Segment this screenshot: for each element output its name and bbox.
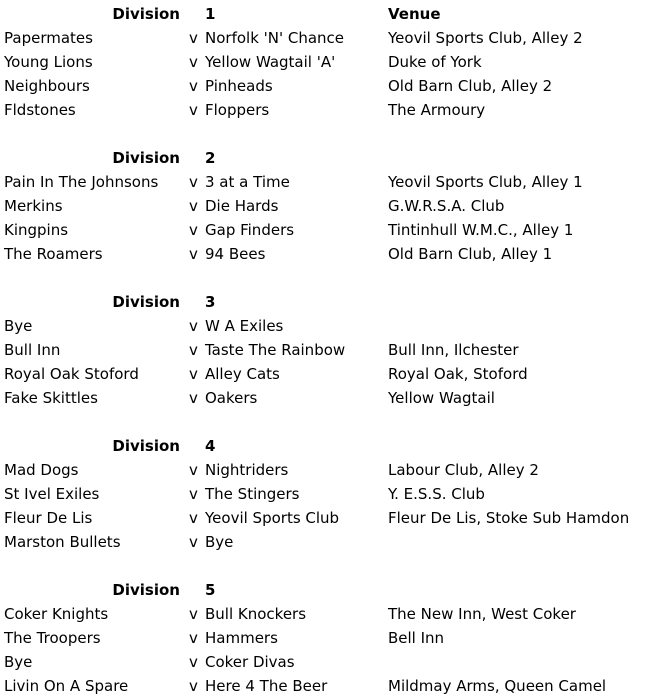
fixture-row [0, 650, 649, 674]
versus-label: v [189, 677, 198, 695]
versus-label: v [189, 221, 198, 239]
away-team: Hammers [205, 629, 278, 647]
away-team: Gap Finders [205, 221, 295, 239]
versus-label: v [189, 197, 198, 215]
division-label: Division [112, 581, 180, 599]
division-label: Division [112, 5, 180, 23]
fixture-row [0, 626, 649, 650]
home-team: Marston Bullets [4, 533, 121, 551]
venue: Bell Inn [388, 629, 445, 647]
venue: Fleur De Lis, Stoke Sub Hamdon [388, 509, 630, 527]
division-header-row [0, 146, 649, 170]
versus-label: v [189, 533, 198, 551]
away-team: Die Hards [205, 197, 279, 215]
home-team: Young Lions [4, 53, 93, 71]
division-label: Division [112, 293, 180, 311]
versus-label: v [189, 365, 198, 383]
division-header-row [0, 2, 649, 26]
venue: Mildmay Arms, Queen Camel [388, 677, 607, 695]
home-team: Pain In The Johnsons [4, 173, 159, 191]
home-team: Bye [4, 653, 33, 671]
division-header-row [0, 290, 649, 314]
fixture-row [0, 50, 649, 74]
away-team: 3 at a Time [205, 173, 290, 191]
venue: Duke of York [388, 53, 482, 71]
away-team: Nightriders [205, 461, 289, 479]
venue: Bull Inn, Ilchester [388, 341, 519, 359]
venue: Tintinhull W.M.C., Alley 1 [388, 221, 574, 239]
home-team: Mad Dogs [4, 461, 79, 479]
fixture-row [0, 338, 649, 362]
versus-label: v [189, 605, 198, 623]
venue: Y. E.S.S. Club [388, 485, 485, 503]
home-team: Livin On A Spare [4, 677, 129, 695]
versus-label: v [189, 317, 198, 335]
fixture-row [0, 242, 649, 266]
home-team: Kingpins [4, 221, 69, 239]
fixtures-sheet [0, 2, 649, 698]
venue: Royal Oak, Stoford [388, 365, 528, 383]
venue: The New Inn, West Coker [388, 605, 576, 623]
home-team: Bull Inn [4, 341, 61, 359]
fixture-row [0, 674, 649, 698]
division-label: Division [112, 437, 180, 455]
versus-label: v [189, 509, 198, 527]
division-number: 2 [205, 149, 216, 167]
home-team: Papermates [4, 29, 93, 47]
venue: Yeovil Sports Club, Alley 1 [388, 173, 583, 191]
fixture-row [0, 74, 649, 98]
away-team: Floppers [205, 101, 270, 119]
venue: The Armoury [388, 101, 486, 119]
fixture-row [0, 506, 649, 530]
versus-label: v [189, 53, 198, 71]
fixture-row [0, 362, 649, 386]
venue: Old Barn Club, Alley 2 [388, 77, 553, 95]
division-number: 4 [205, 437, 216, 455]
fixture-row [0, 458, 649, 482]
venue: Yeovil Sports Club, Alley 2 [388, 29, 583, 47]
spacer-row [0, 266, 649, 290]
fixture-row [0, 602, 649, 626]
fixture-row [0, 26, 649, 50]
venue: G.W.R.S.A. Club [388, 197, 505, 215]
away-team: Norfolk 'N' Chance [205, 29, 345, 47]
versus-label: v [189, 77, 198, 95]
spacer-row [0, 122, 649, 146]
division-number: 5 [205, 581, 216, 599]
versus-label: v [189, 29, 198, 47]
home-team: Royal Oak Stoford [4, 365, 139, 383]
away-team: Pinheads [205, 77, 273, 95]
fixture-row [0, 218, 649, 242]
home-team: The Roamers [4, 245, 103, 263]
away-team: W A Exiles [205, 317, 284, 335]
versus-label: v [189, 485, 198, 503]
division-header-row [0, 434, 649, 458]
home-team: Neighbours [4, 77, 90, 95]
fixture-row [0, 314, 649, 338]
home-team: Fleur De Lis [4, 509, 93, 527]
fixture-row [0, 530, 649, 554]
home-team: Fldstones [4, 101, 76, 119]
spacer-row [0, 554, 649, 578]
division-number: 3 [205, 293, 216, 311]
versus-label: v [189, 629, 198, 647]
away-team: Yeovil Sports Club [205, 509, 340, 527]
versus-label: v [189, 245, 198, 263]
away-team: Oakers [205, 389, 258, 407]
away-team: Taste The Rainbow [205, 341, 346, 359]
away-team: 94 Bees [205, 245, 266, 263]
home-team: Fake Skittles [4, 389, 98, 407]
versus-label: v [189, 173, 198, 191]
home-team: St Ivel Exiles [4, 485, 100, 503]
versus-label: v [189, 461, 198, 479]
versus-label: v [189, 101, 198, 119]
away-team: Yellow Wagtail 'A' [205, 53, 336, 71]
division-label: Division [112, 149, 180, 167]
fixture-row [0, 386, 649, 410]
venue: Old Barn Club, Alley 1 [388, 245, 553, 263]
home-team: Coker Knights [4, 605, 109, 623]
venue: Labour Club, Alley 2 [388, 461, 539, 479]
away-team: Alley Cats [205, 365, 280, 383]
versus-label: v [189, 389, 198, 407]
home-team: Merkins [4, 197, 63, 215]
away-team: The Stingers [205, 485, 300, 503]
fixture-row [0, 98, 649, 122]
away-team: Coker Divas [205, 653, 295, 671]
versus-label: v [189, 341, 198, 359]
fixture-row [0, 170, 649, 194]
away-team: Bye [205, 533, 234, 551]
division-number: 1 [205, 5, 216, 23]
home-team: Bye [4, 317, 33, 335]
away-team: Here 4 The Beer [205, 677, 328, 695]
versus-label: v [189, 653, 198, 671]
home-team: The Troopers [4, 629, 101, 647]
venue-header: Venue [388, 5, 441, 23]
fixture-row [0, 194, 649, 218]
away-team: Bull Knockers [205, 605, 307, 623]
venue: Yellow Wagtail [388, 389, 495, 407]
fixture-row [0, 482, 649, 506]
spacer-row [0, 410, 649, 434]
division-header-row [0, 578, 649, 602]
